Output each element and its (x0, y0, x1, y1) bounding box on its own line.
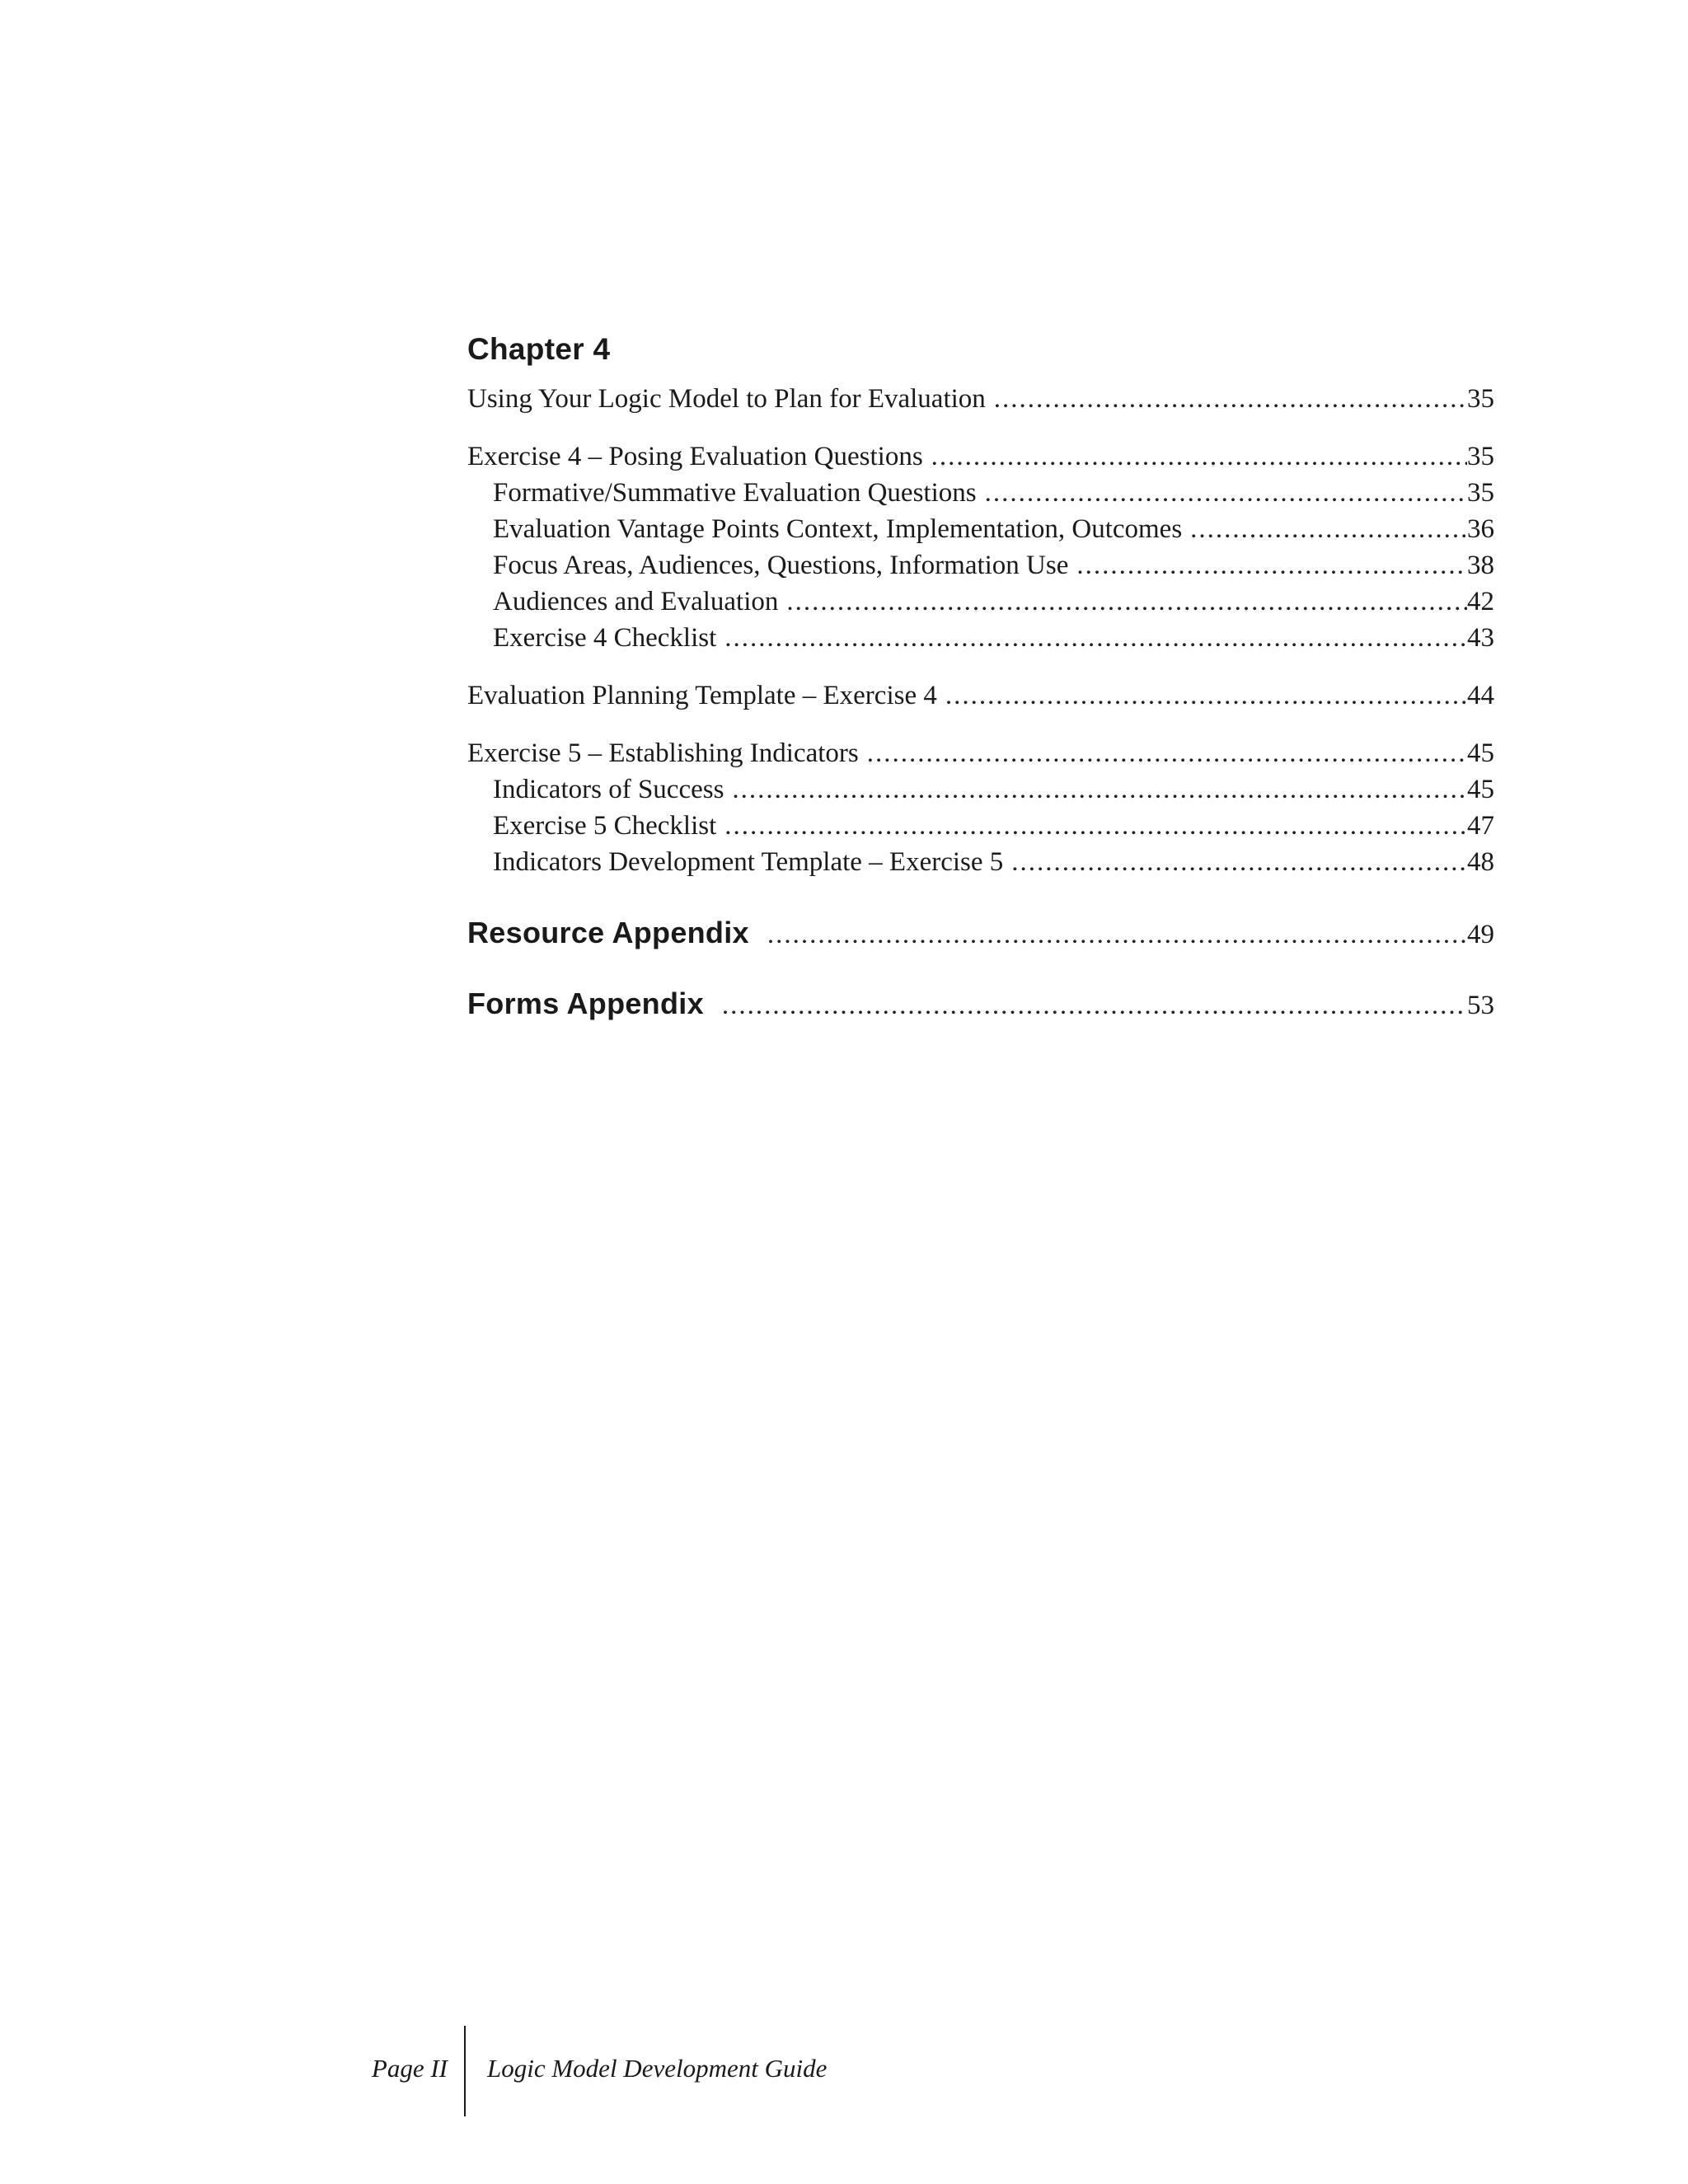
toc-entry-title: Forms Appendix (467, 987, 704, 1020)
dot-leader (1011, 844, 1467, 880)
dot-leader (786, 583, 1467, 620)
toc-entry-page: 35 (1467, 478, 1494, 508)
toc-entry-page: 38 (1467, 551, 1494, 580)
toc-entry-exercise-4-checklist[interactable] (467, 620, 1494, 656)
toc-entry-forms-appendix[interactable] (467, 986, 1494, 1022)
dot-leader (985, 475, 1467, 511)
dot-leader (1076, 547, 1467, 583)
toc-entry-exercise-5-checklist[interactable] (467, 808, 1494, 844)
dot-leader (724, 808, 1467, 844)
toc-entry-page: 35 (1467, 442, 1494, 471)
toc-entry-evaluation-planning-template[interactable] (467, 677, 1494, 714)
page-footer (0, 2026, 1688, 2116)
toc-entry-page: 45 (1467, 775, 1494, 804)
dot-leader (724, 620, 1467, 656)
toc-entry-page: 53 (1467, 991, 1494, 1020)
footer-divider (464, 2026, 466, 2116)
dot-leader (767, 916, 1467, 953)
page-number: Page II (371, 2054, 448, 2083)
dot-leader (732, 771, 1467, 808)
dot-leader (945, 677, 1467, 714)
dot-leader (1190, 511, 1467, 547)
toc-entry-page: 48 (1467, 847, 1494, 877)
toc-entry-title: Formative/Summative Evaluation Questions (493, 478, 977, 508)
toc-entry-title: Exercise 5 Checklist (493, 811, 717, 841)
toc-entry-title: Exercise 4 – Posing Evaluation Questions (467, 442, 923, 471)
table-of-contents (467, 334, 1494, 1022)
toc-entry-audiences[interactable] (467, 583, 1494, 620)
toc-entry-page: 36 (1467, 514, 1494, 544)
toc-entry-title: Indicators of Success (493, 775, 724, 804)
toc-entry-title: Exercise 5 – Establishing Indicators (467, 738, 859, 768)
dot-leader (994, 381, 1467, 417)
toc-entry-page: 35 (1467, 384, 1494, 414)
dot-leader (722, 987, 1467, 1024)
toc-entry-title: Focus Areas, Audiences, Questions, Information Use (493, 551, 1069, 580)
toc-entry-page: 42 (1467, 587, 1494, 616)
toc-entry-exercise-5[interactable] (467, 735, 1494, 771)
toc-entry-title: Indicators Development Template – Exercise 5 (493, 847, 1004, 877)
toc-entry-vantage-points[interactable] (467, 511, 1494, 547)
toc-entry-title: Using Your Logic Model to Plan for Evaluation (467, 384, 986, 414)
dot-leader (931, 438, 1467, 475)
toc-entry-focus-areas[interactable] (467, 547, 1494, 583)
guide-title: Logic Model Development Guide (487, 2054, 828, 2083)
toc-entry-resource-appendix[interactable] (467, 915, 1494, 951)
chapter-heading: Chapter 4 (467, 332, 611, 366)
toc-entry-title: Audiences and Evaluation (493, 587, 779, 616)
toc-entry-title: Resource Appendix (467, 916, 749, 949)
toc-entry-title: Evaluation Vantage Points Context, Implementation, Outcomes (493, 514, 1183, 544)
toc-entry-title: Evaluation Planning Template – Exercise 4 (467, 681, 937, 710)
toc-entry-using-logic-model[interactable] (467, 381, 1494, 417)
toc-entry-formative-summative[interactable] (467, 475, 1494, 511)
toc-entry-indicators-of-success[interactable] (467, 771, 1494, 808)
toc-entry-page: 49 (1467, 920, 1494, 949)
toc-entry-page: 47 (1467, 811, 1494, 841)
toc-entry-page: 44 (1467, 681, 1494, 710)
toc-entry-exercise-4[interactable] (467, 438, 1494, 475)
toc-entry-title: Exercise 4 Checklist (493, 623, 717, 653)
toc-entry-page: 45 (1467, 738, 1494, 768)
toc-entry-indicators-template[interactable] (467, 844, 1494, 880)
dot-leader (867, 735, 1467, 771)
toc-entry-page: 43 (1467, 623, 1494, 653)
